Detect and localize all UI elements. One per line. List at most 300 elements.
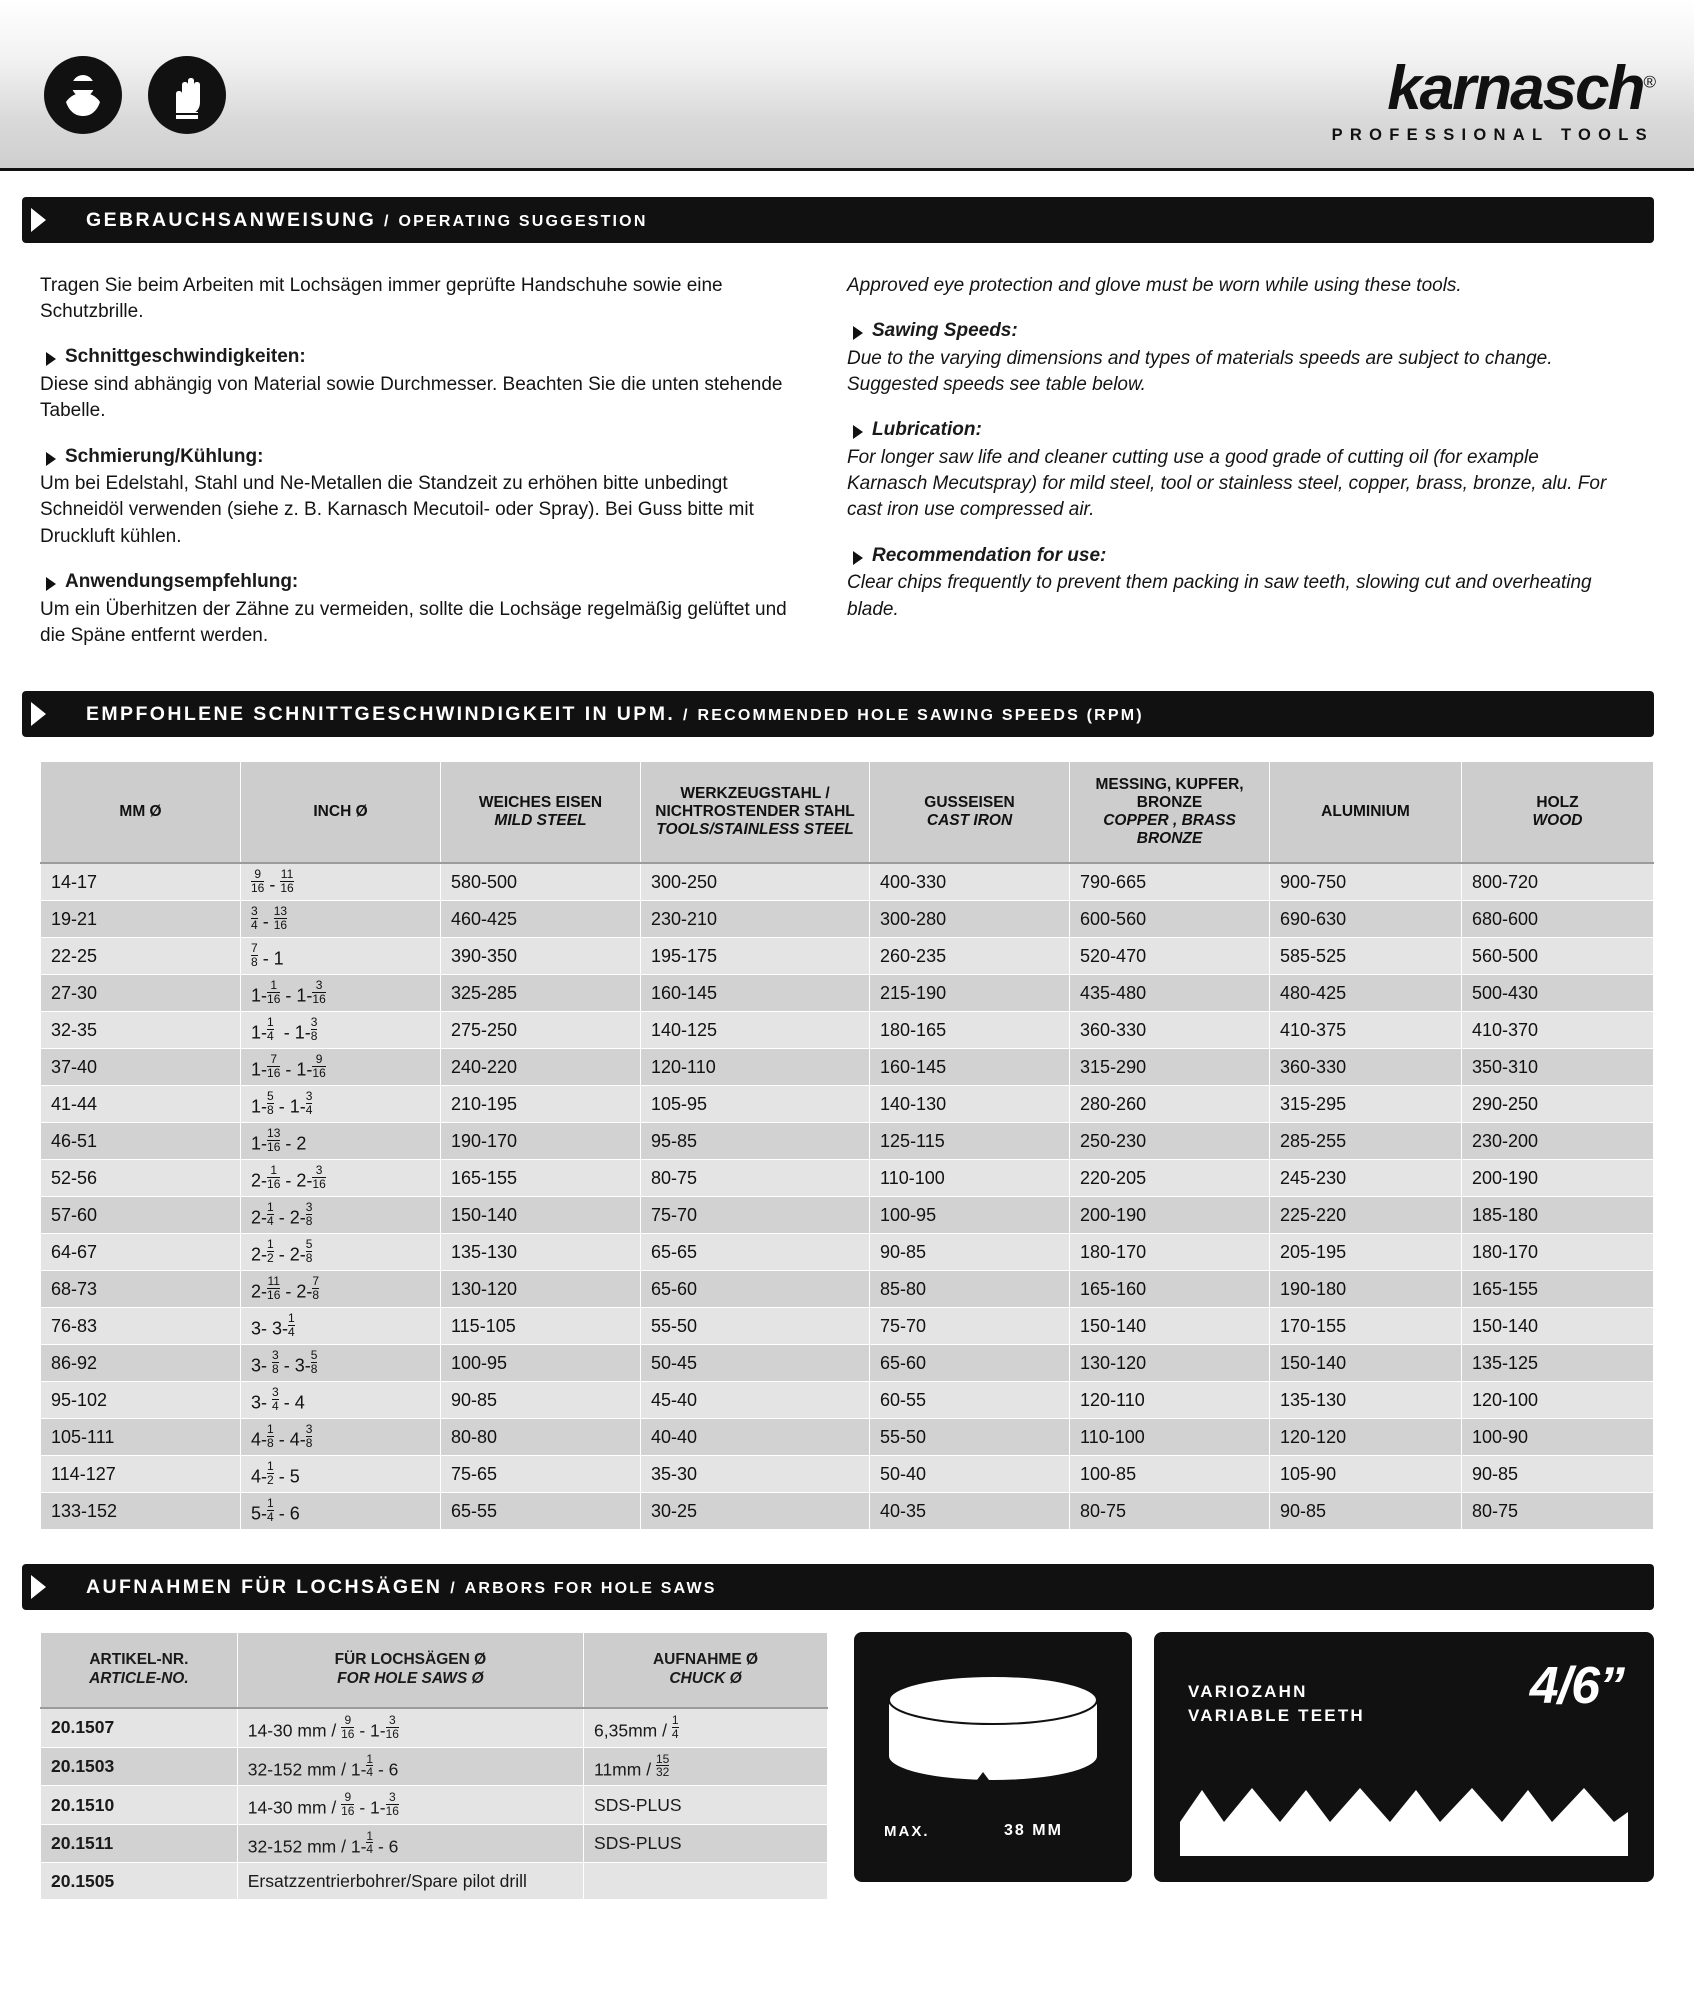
cell-copper-brass: 180-170 bbox=[1070, 1234, 1270, 1271]
col-label-en: CHUCK Ø bbox=[669, 1670, 742, 1688]
cell-copper-brass: 360-330 bbox=[1070, 1012, 1270, 1049]
cell-wood: 500-430 bbox=[1461, 975, 1653, 1012]
cell-cast-iron: 65-60 bbox=[870, 1345, 1070, 1382]
table-row bbox=[41, 1786, 828, 1825]
section-title-de: EMPFOHLENE SCHNITTGESCHWINDIGKEIT IN UPM. bbox=[86, 702, 676, 725]
instruction-heading-en-2 bbox=[847, 544, 1620, 569]
cell-aluminium: 170-155 bbox=[1270, 1308, 1462, 1345]
cell-inch: 5- $\frac{1}{4}$ - 6 bbox=[241, 1493, 441, 1530]
instruction-text-de-1: Um bei Edelstahl, Stahl und Ne-Metallen die Standzeit zu erhöhen bitte unbedingt Schneidöl verwenden (siehe z. B. Karnasch Mecutoil- oder Spray). Bei Guss bitte mit Druckluft kühlen. bbox=[40, 473, 754, 547]
cell-cast-iron: 160-145 bbox=[870, 1049, 1070, 1086]
fraction: $\frac{3}{16}$ bbox=[312, 1163, 326, 1191]
speed-table-wrapper bbox=[40, 761, 1654, 1530]
cell-copper-brass: 435-480 bbox=[1070, 975, 1270, 1012]
cell-wood: 200-190 bbox=[1461, 1160, 1653, 1197]
cell-mm: 32-35 bbox=[41, 1012, 241, 1049]
cell-aluminium: 205-195 bbox=[1270, 1234, 1462, 1271]
cell-mm: 86-92 bbox=[41, 1345, 241, 1382]
cell-mild-steel: 390-350 bbox=[441, 938, 641, 975]
cell-aluminium: 410-375 bbox=[1270, 1012, 1462, 1049]
cell-copper-brass: 200-190 bbox=[1070, 1197, 1270, 1234]
fraction: $\frac{5}{8}$ bbox=[267, 1089, 274, 1117]
cell-wood: 410-370 bbox=[1461, 1012, 1653, 1049]
cell-tool-stainless: 230-210 bbox=[641, 901, 870, 938]
col-label-en: ARTICLE-NO. bbox=[89, 1670, 189, 1688]
page-header bbox=[0, 0, 1694, 171]
table-row bbox=[41, 1824, 828, 1863]
table-row bbox=[41, 1382, 1654, 1419]
section-title-en: ARBORS FOR HOLE SAWS bbox=[464, 1579, 717, 1597]
cell-mild-steel: 100-95 bbox=[441, 1345, 641, 1382]
col-label-de: WEICHES EISEN bbox=[478, 794, 603, 812]
cell-tool-stainless: 75-70 bbox=[641, 1197, 870, 1234]
table-row bbox=[41, 1493, 1654, 1530]
cell-mild-steel: 80-80 bbox=[441, 1419, 641, 1456]
recommended-speeds-table bbox=[40, 761, 1654, 1530]
brand-logo bbox=[1331, 54, 1654, 145]
instructions-english bbox=[847, 273, 1654, 655]
cell-inch: $\frac{7}{8}$ - 1 bbox=[241, 938, 441, 975]
cell-inch: 1- $\frac{5}{8}$ - 1- $\frac{3}{4}$ bbox=[241, 1086, 441, 1123]
cell-tool-stainless: 65-60 bbox=[641, 1271, 870, 1308]
cell-inch: 1- $\frac{1}{16}$ - 1- $\frac{3}{16}$ bbox=[241, 975, 441, 1012]
cell-aluminium: 120-120 bbox=[1270, 1419, 1462, 1456]
col-header-cast-iron bbox=[870, 762, 1070, 864]
fraction: $\frac{7}{8}$ bbox=[251, 941, 258, 969]
cell-copper-brass: 150-140 bbox=[1070, 1308, 1270, 1345]
col-header-aluminium bbox=[1270, 762, 1462, 864]
cell-copper-brass: 520-470 bbox=[1070, 938, 1270, 975]
cell-mild-steel: 75-65 bbox=[441, 1456, 641, 1493]
cell-mild-steel: 580-500 bbox=[441, 863, 641, 901]
pictogram-group bbox=[44, 56, 226, 134]
logo-wordmark: karnasch bbox=[1387, 54, 1644, 123]
cell-chuck: SDS-PLUS bbox=[584, 1824, 828, 1863]
cell-copper-brass: 790-665 bbox=[1070, 863, 1270, 901]
col-label-de: WERKZEUGSTAHL / NICHTROSTENDER STAHL bbox=[655, 785, 855, 821]
fraction: $\frac{3}{4}$ bbox=[272, 1385, 279, 1413]
cell-tool-stainless: 95-85 bbox=[641, 1123, 870, 1160]
fraction: $\frac{3}{16}$ bbox=[312, 978, 326, 1006]
fraction: $\frac{9}{16}$ bbox=[341, 1790, 355, 1818]
section-separator: / bbox=[450, 1579, 457, 1597]
instruction-text-en-0: Due to the varying dimensions and types of materials speeds are subject to change. Suggested speeds see table below. bbox=[847, 347, 1553, 396]
saw-teeth-icon bbox=[1180, 1782, 1628, 1856]
table-row bbox=[41, 901, 1654, 938]
variable-teeth-graphic bbox=[1154, 1632, 1654, 1882]
cell-inch: 4- $\frac{1}{8}$ - 4- $\frac{3}{8}$ bbox=[241, 1419, 441, 1456]
table-row bbox=[41, 1049, 1654, 1086]
col-label-de: AUFNAHME Ø bbox=[652, 1651, 759, 1669]
cell-mm: 41-44 bbox=[41, 1086, 241, 1123]
cell-wood: 100-90 bbox=[1461, 1419, 1653, 1456]
instruction-heading-de-1 bbox=[40, 445, 813, 470]
table-row bbox=[41, 1123, 1654, 1160]
cell-wood: 165-155 bbox=[1461, 1271, 1653, 1308]
speed-table-body bbox=[41, 863, 1654, 1530]
table-row bbox=[41, 863, 1654, 901]
fraction: $\frac{5}{8}$ bbox=[305, 1237, 313, 1265]
table-row bbox=[41, 1456, 1654, 1493]
cell-copper-brass: 220-205 bbox=[1070, 1160, 1270, 1197]
fraction: $\frac{3}{8}$ bbox=[305, 1200, 313, 1228]
cell-inch: 2- $\frac{1}{4}$ - 2- $\frac{3}{8}$ bbox=[241, 1197, 441, 1234]
table-row bbox=[41, 1271, 1654, 1308]
fraction: $\frac{3}{8}$ bbox=[272, 1348, 279, 1376]
cell-inch: 1- $\frac{7}{16}$ - 1- $\frac{9}{16}$ bbox=[241, 1049, 441, 1086]
cell-cast-iron: 180-165 bbox=[870, 1012, 1070, 1049]
intro-text-en: Approved eye protection and glove must be worn while using these tools. bbox=[847, 275, 1462, 296]
triangle-bullet-icon bbox=[46, 452, 56, 466]
cell-for-hole-saws: 14-30 mm / $\frac{9}{16}$ - 1- $\frac{3}{16}$ bbox=[237, 1786, 583, 1825]
fraction: $\frac{1}{4}$ bbox=[671, 1713, 679, 1741]
fraction: $\frac{1}{4}$ bbox=[267, 1200, 274, 1228]
col-header-article-no bbox=[41, 1633, 238, 1709]
cell-mm: 46-51 bbox=[41, 1123, 241, 1160]
cell-cast-iron: 55-50 bbox=[870, 1419, 1070, 1456]
fraction: $\frac{13}{16}$ bbox=[267, 1126, 281, 1154]
col-header-copper-brass bbox=[1070, 762, 1270, 864]
cell-mm: 52-56 bbox=[41, 1160, 241, 1197]
cell-cast-iron: 300-280 bbox=[870, 901, 1070, 938]
cell-cast-iron: 75-70 bbox=[870, 1308, 1070, 1345]
cell-mm: 19-21 bbox=[41, 901, 241, 938]
cell-tool-stainless: 105-95 bbox=[641, 1086, 870, 1123]
cell-aluminium: 585-525 bbox=[1270, 938, 1462, 975]
cell-article-no: 20.1505 bbox=[41, 1863, 238, 1900]
table-row bbox=[41, 1747, 828, 1786]
table-row bbox=[41, 1086, 1654, 1123]
cell-inch: 2- $\frac{1}{2}$ - 2- $\frac{5}{8}$ bbox=[241, 1234, 441, 1271]
cell-mm: 95-102 bbox=[41, 1382, 241, 1419]
cell-mm: 64-67 bbox=[41, 1234, 241, 1271]
col-label-de: INCH Ø bbox=[313, 803, 368, 821]
col-label-de: MM Ø bbox=[119, 803, 162, 821]
cell-cast-iron: 140-130 bbox=[870, 1086, 1070, 1123]
fraction: $\frac{1}{8}$ bbox=[267, 1422, 274, 1450]
col-label-en: WOOD bbox=[1532, 812, 1583, 830]
instruction-text-de-0: Diese sind abhängig von Material sowie Durchmesser. Beachten Sie die unten stehende Tabelle. bbox=[40, 374, 783, 422]
safety-gloves-icon bbox=[148, 56, 226, 134]
fraction: $\frac{7}{8}$ bbox=[312, 1274, 320, 1302]
table-header-row bbox=[41, 762, 1654, 864]
col-label-en: CAST IRON bbox=[926, 812, 1013, 830]
arbors-table-body bbox=[41, 1708, 828, 1900]
cell-chuck: 6,35mm / $\frac{1}{4}$ bbox=[584, 1708, 828, 1747]
cell-copper-brass: 120-110 bbox=[1070, 1382, 1270, 1419]
cell-mm: 37-40 bbox=[41, 1049, 241, 1086]
cell-mild-steel: 135-130 bbox=[441, 1234, 641, 1271]
cell-cast-iron: 85-80 bbox=[870, 1271, 1070, 1308]
cell-mm: 27-30 bbox=[41, 975, 241, 1012]
cell-inch: 4- $\frac{1}{2}$ - 5 bbox=[241, 1456, 441, 1493]
fraction: $\frac{1}{16}$ bbox=[267, 978, 281, 1006]
cell-wood: 150-140 bbox=[1461, 1308, 1653, 1345]
cell-inch: 2- $\frac{1}{16}$ - 2- $\frac{3}{16}$ bbox=[241, 1160, 441, 1197]
graphics-group bbox=[854, 1632, 1654, 1882]
cell-aluminium: 285-255 bbox=[1270, 1123, 1462, 1160]
cell-inch: 3- $\frac{3}{4}$ - 4 bbox=[241, 1382, 441, 1419]
cell-mild-steel: 115-105 bbox=[441, 1308, 641, 1345]
cell-wood: 90-85 bbox=[1461, 1456, 1653, 1493]
cell-copper-brass: 280-260 bbox=[1070, 1086, 1270, 1123]
cell-mm: 133-152 bbox=[41, 1493, 241, 1530]
cell-tool-stainless: 195-175 bbox=[641, 938, 870, 975]
fraction: $\frac{3}{4}$ bbox=[251, 904, 258, 932]
max-depth-graphic bbox=[854, 1632, 1132, 1882]
cell-wood: 290-250 bbox=[1461, 1086, 1653, 1123]
triangle-bullet-icon bbox=[853, 425, 863, 439]
cell-chuck bbox=[584, 1863, 828, 1900]
cell-inch: 1- $\frac{1}{4}$ - 1- $\frac{3}{8}$ bbox=[241, 1012, 441, 1049]
fraction: $\frac{1}{2}$ bbox=[267, 1459, 274, 1487]
cell-aluminium: 135-130 bbox=[1270, 1382, 1462, 1419]
fraction: $\frac{13}{16}$ bbox=[273, 904, 288, 932]
chevron-right-icon bbox=[22, 197, 66, 243]
instruction-text-en-2: Clear chips frequently to prevent them packing in saw teeth, slowing cut and overheating blade. bbox=[847, 572, 1592, 620]
instruction-text-en-1: For longer saw life and cleaner cutting use a good grade of cutting oil (for example Karnasch Mecutspray) for mild steel, tool or stainless steel, copper, brass, bronze, alu. For cast iron use compressed air. bbox=[847, 447, 1607, 521]
col-header-mm bbox=[41, 762, 241, 864]
cell-wood: 680-600 bbox=[1461, 901, 1653, 938]
max-label: MAX. bbox=[884, 1823, 930, 1841]
cell-cast-iron: 260-235 bbox=[870, 938, 1070, 975]
table-row bbox=[41, 975, 1654, 1012]
cell-article-no: 20.1503 bbox=[41, 1747, 238, 1786]
cell-wood: 560-500 bbox=[1461, 938, 1653, 975]
section-bar-speeds bbox=[40, 691, 1654, 737]
cell-mild-steel: 190-170 bbox=[441, 1123, 641, 1160]
cell-tool-stainless: 80-75 bbox=[641, 1160, 870, 1197]
section-title-de: AUFNAHMEN FÜR LOCHSÄGEN bbox=[86, 1575, 443, 1598]
col-header-inch bbox=[241, 762, 441, 864]
table-row bbox=[41, 1160, 1654, 1197]
arbors-section bbox=[40, 1632, 1654, 1900]
table-row bbox=[41, 1012, 1654, 1049]
table-row bbox=[41, 1234, 1654, 1271]
cell-aluminium: 900-750 bbox=[1270, 863, 1462, 901]
cell-mild-steel: 210-195 bbox=[441, 1086, 641, 1123]
cell-cast-iron: 40-35 bbox=[870, 1493, 1070, 1530]
cell-tool-stainless: 55-50 bbox=[641, 1308, 870, 1345]
instruction-heading-en-1 bbox=[847, 418, 1620, 443]
cell-aluminium: 360-330 bbox=[1270, 1049, 1462, 1086]
cell-cast-iron: 90-85 bbox=[870, 1234, 1070, 1271]
logo-subtitle: PROFESSIONAL TOOLS bbox=[1331, 126, 1654, 144]
col-header-wood bbox=[1461, 762, 1653, 864]
cell-mild-steel: 325-285 bbox=[441, 975, 641, 1012]
variotooth-label-en: VARIABLE TEETH bbox=[1188, 1705, 1365, 1725]
cell-wood: 185-180 bbox=[1461, 1197, 1653, 1234]
cell-mm: 22-25 bbox=[41, 938, 241, 975]
fraction: $\frac{1}{2}$ bbox=[267, 1237, 274, 1265]
table-row bbox=[41, 1197, 1654, 1234]
section-bar-arbors bbox=[40, 1564, 1654, 1610]
instruction-heading-de-0 bbox=[40, 345, 813, 370]
section-title-en: OPERATING SUGGESTION bbox=[398, 212, 648, 230]
col-label-en: COPPER , BRASS BRONZE bbox=[1103, 812, 1236, 847]
cell-tool-stainless: 50-45 bbox=[641, 1345, 870, 1382]
col-label-de: HOLZ bbox=[1536, 794, 1579, 812]
cell-for-hole-saws: 14-30 mm / $\frac{9}{16}$ - 1- $\frac{3}{16}$ bbox=[237, 1708, 583, 1747]
fraction: $\frac{1}{4}$ bbox=[288, 1311, 295, 1339]
cell-mm: 68-73 bbox=[41, 1271, 241, 1308]
col-label-en: TOOLS/STAINLESS STEEL bbox=[656, 821, 854, 839]
table-row bbox=[41, 938, 1654, 975]
cell-cast-iron: 125-115 bbox=[870, 1123, 1070, 1160]
table-row bbox=[41, 1863, 828, 1900]
col-header-mild-steel bbox=[441, 762, 641, 864]
cell-cast-iron: 50-40 bbox=[870, 1456, 1070, 1493]
fraction: $\frac{1}{4}$ bbox=[267, 1496, 274, 1524]
cell-tool-stainless: 140-125 bbox=[641, 1012, 870, 1049]
cell-inch: 1- $\frac{13}{16}$ - 2 bbox=[241, 1123, 441, 1160]
triangle-bullet-icon bbox=[46, 352, 56, 366]
cell-article-no: 20.1510 bbox=[41, 1786, 238, 1825]
cell-chuck: 11mm / $\frac{15}{32}$ bbox=[584, 1747, 828, 1786]
cell-mm: 57-60 bbox=[41, 1197, 241, 1234]
cell-tool-stainless: 300-250 bbox=[641, 863, 870, 901]
cell-tool-stainless: 45-40 bbox=[641, 1382, 870, 1419]
table-row bbox=[41, 1345, 1654, 1382]
intro-text-de: Tragen Sie beim Arbeiten mit Lochsägen immer geprüfte Handschuhe sowie eine Schutzbrille. bbox=[40, 275, 723, 323]
col-label-en: FOR HOLE SAWS Ø bbox=[337, 1670, 484, 1688]
heading-text: Recommendation for use: bbox=[872, 544, 1107, 566]
heading-text: Lubrication: bbox=[872, 419, 982, 441]
cell-chuck: SDS-PLUS bbox=[584, 1786, 828, 1825]
cell-inch: $\frac{3}{4}$ - $\frac{13}{16}$ bbox=[241, 901, 441, 938]
col-header-for-hole-saws bbox=[237, 1633, 583, 1709]
cell-mm: 76-83 bbox=[41, 1308, 241, 1345]
cell-tool-stainless: 35-30 bbox=[641, 1456, 870, 1493]
col-label-de: ALUMINIUM bbox=[1321, 803, 1410, 821]
fraction: $\frac{11}{16}$ bbox=[267, 1274, 281, 1302]
cell-tool-stainless: 40-40 bbox=[641, 1419, 870, 1456]
cell-aluminium: 480-425 bbox=[1270, 975, 1462, 1012]
section-separator: / bbox=[682, 706, 690, 724]
col-header-chuck bbox=[584, 1633, 828, 1709]
col-label-de: GUSSEISEN bbox=[924, 794, 1015, 812]
cell-inch: 2- $\frac{11}{16}$ - 2- $\frac{7}{8}$ bbox=[241, 1271, 441, 1308]
cell-wood: 135-125 bbox=[1461, 1345, 1653, 1382]
arbors-table bbox=[40, 1632, 828, 1900]
cell-for-hole-saws: 32-152 mm / 1- $\frac{1}{4}$ - 6 bbox=[237, 1824, 583, 1863]
eye-protection-icon bbox=[44, 56, 122, 134]
fraction: $\frac{7}{16}$ bbox=[267, 1052, 281, 1080]
table-row bbox=[41, 1419, 1654, 1456]
instruction-heading-de-2 bbox=[40, 570, 813, 595]
cell-for-hole-saws: 32-152 mm / 1- $\frac{1}{4}$ - 6 bbox=[237, 1747, 583, 1786]
heading-text: Sawing Speeds: bbox=[872, 320, 1018, 342]
fraction: $\frac{5}{8}$ bbox=[310, 1348, 318, 1376]
registered-mark: ® bbox=[1643, 72, 1654, 92]
cell-article-no: 20.1507 bbox=[41, 1708, 238, 1747]
cell-aluminium: 105-90 bbox=[1270, 1456, 1462, 1493]
cell-wood: 180-170 bbox=[1461, 1234, 1653, 1271]
cell-copper-brass: 100-85 bbox=[1070, 1456, 1270, 1493]
cell-aluminium: 225-220 bbox=[1270, 1197, 1462, 1234]
table-header-row bbox=[41, 1633, 828, 1709]
instruction-text-de-2: Um ein Überhitzen der Zähne zu vermeiden, sollte die Lochsäge regelmäßig gelüftet und die Späne entfernt werden. bbox=[40, 598, 787, 646]
cell-copper-brass: 315-290 bbox=[1070, 1049, 1270, 1086]
cell-wood: 800-720 bbox=[1461, 863, 1653, 901]
cell-mild-steel: 90-85 bbox=[441, 1382, 641, 1419]
fraction: $\frac{1}{4}$ bbox=[267, 1015, 274, 1043]
col-header-tool-stainless bbox=[641, 762, 870, 864]
cell-mm: 105-111 bbox=[41, 1419, 241, 1456]
cell-copper-brass: 165-160 bbox=[1070, 1271, 1270, 1308]
triangle-bullet-icon bbox=[853, 326, 863, 340]
cell-tool-stainless: 120-110 bbox=[641, 1049, 870, 1086]
cell-copper-brass: 600-560 bbox=[1070, 901, 1270, 938]
cell-aluminium: 690-630 bbox=[1270, 901, 1462, 938]
cell-wood: 350-310 bbox=[1461, 1049, 1653, 1086]
cell-wood: 230-200 bbox=[1461, 1123, 1653, 1160]
chevron-right-icon bbox=[22, 1564, 66, 1610]
cell-mild-steel: 240-220 bbox=[441, 1049, 641, 1086]
table-row bbox=[41, 1308, 1654, 1345]
cell-copper-brass: 250-230 bbox=[1070, 1123, 1270, 1160]
cell-article-no: 20.1511 bbox=[41, 1824, 238, 1863]
triangle-bullet-icon bbox=[853, 551, 863, 565]
cell-wood: 80-75 bbox=[1461, 1493, 1653, 1530]
variotooth-label-de: VARIOZAHN bbox=[1188, 1682, 1308, 1702]
col-label-de: FÜR LOCHSÄGEN Ø bbox=[334, 1651, 487, 1669]
col-label-de: MESSING, KUPFER, BRONZE bbox=[1095, 776, 1244, 812]
cell-mild-steel: 65-55 bbox=[441, 1493, 641, 1530]
cell-cast-iron: 110-100 bbox=[870, 1160, 1070, 1197]
cell-aluminium: 315-295 bbox=[1270, 1086, 1462, 1123]
fraction: $\frac{3}{4}$ bbox=[305, 1089, 313, 1117]
tooth-pitch-label: 4/6” bbox=[1529, 1657, 1624, 1716]
fraction: $\frac{3}{8}$ bbox=[305, 1422, 313, 1450]
instructions-german bbox=[40, 273, 847, 655]
cell-tool-stainless: 65-65 bbox=[641, 1234, 870, 1271]
cell-mild-steel: 150-140 bbox=[441, 1197, 641, 1234]
fraction: $\frac{3}{8}$ bbox=[310, 1015, 318, 1043]
heading-text: Anwendungsempfehlung: bbox=[65, 570, 299, 592]
section-separator: / bbox=[384, 212, 391, 230]
cell-inch: 3- 3- $\frac{1}{4}$ bbox=[241, 1308, 441, 1345]
triangle-bullet-icon bbox=[46, 577, 56, 591]
instruction-heading-en-0 bbox=[847, 319, 1620, 344]
cell-cast-iron: 100-95 bbox=[870, 1197, 1070, 1234]
heading-text: Schmierung/Kühlung: bbox=[65, 445, 264, 467]
chevron-right-icon bbox=[22, 691, 66, 737]
cell-mild-steel: 165-155 bbox=[441, 1160, 641, 1197]
cell-mild-steel: 130-120 bbox=[441, 1271, 641, 1308]
depth-arrow-icon bbox=[972, 1772, 994, 1848]
variotooth-label bbox=[1188, 1680, 1365, 1728]
cell-copper-brass: 130-120 bbox=[1070, 1345, 1270, 1382]
cell-wood: 120-100 bbox=[1461, 1382, 1653, 1419]
section-title-en: RECOMMENDED HOLE SAWING SPEEDS (RPM) bbox=[697, 706, 1144, 724]
section-bar-operating bbox=[40, 197, 1654, 243]
table-row bbox=[41, 1708, 828, 1747]
cell-tool-stainless: 160-145 bbox=[641, 975, 870, 1012]
fraction: $\frac{9}{16}$ bbox=[341, 1713, 355, 1741]
depth-value-label: 38 MM bbox=[1004, 1822, 1063, 1840]
fraction: $\frac{9}{16}$ bbox=[312, 1052, 326, 1080]
instructions-columns bbox=[40, 273, 1654, 655]
fraction: $\frac{1}{16}$ bbox=[267, 1163, 281, 1191]
cell-mm: 14-17 bbox=[41, 863, 241, 901]
cell-copper-brass: 80-75 bbox=[1070, 1493, 1270, 1530]
fraction: $\frac{15}{32}$ bbox=[655, 1751, 670, 1780]
cell-cast-iron: 60-55 bbox=[870, 1382, 1070, 1419]
cell-cast-iron: 215-190 bbox=[870, 975, 1070, 1012]
cell-mm: 114-127 bbox=[41, 1456, 241, 1493]
cell-inch: $\frac{9}{16}$ - $\frac{11}{16}$ bbox=[241, 863, 441, 901]
